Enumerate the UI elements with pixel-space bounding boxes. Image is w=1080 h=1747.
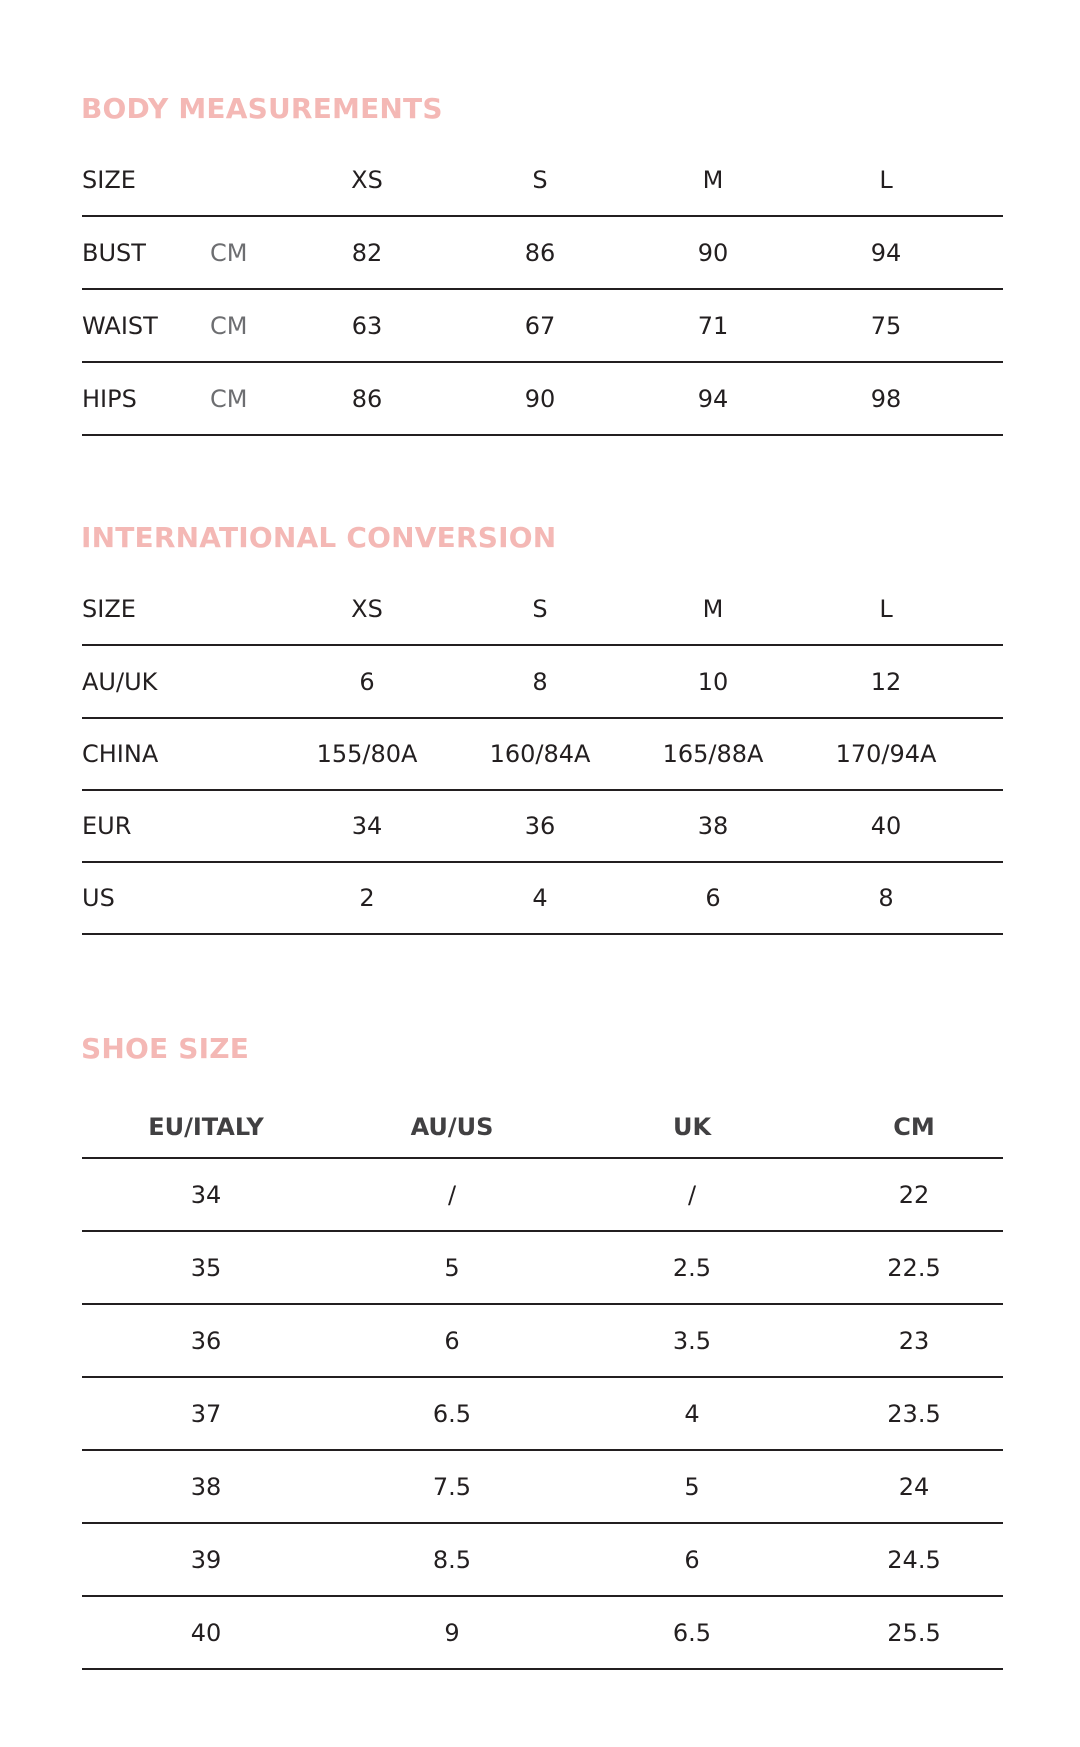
row-unit: CM	[210, 311, 248, 340]
table-cell: 8	[532, 667, 548, 696]
table-cell: 4	[684, 1399, 700, 1428]
header-m: M	[702, 166, 724, 194]
table-cell: 6.5	[432, 1399, 472, 1428]
table-cell: 10	[697, 667, 729, 696]
table-cell: 36	[524, 812, 556, 840]
table-header-row	[82, 145, 1003, 217]
row-label: CHINA	[82, 740, 159, 768]
table-cell: 34	[190, 1180, 222, 1209]
table-cell: 9	[444, 1618, 460, 1647]
table-row-hips	[82, 363, 1003, 436]
table-row	[82, 1378, 1003, 1451]
header-uk: UK	[672, 1113, 712, 1141]
table-cell: 63	[351, 311, 383, 340]
table-cell: 2.5	[672, 1253, 712, 1282]
header-l: L	[879, 595, 893, 623]
table-cell: 6	[444, 1326, 460, 1355]
table-cell: 24	[898, 1472, 930, 1501]
table-cell: 34	[351, 812, 383, 840]
table-cell: 25.5	[887, 1618, 941, 1647]
table-cell: 90	[524, 384, 556, 413]
table-cell: 86	[524, 238, 556, 267]
row-label: AU/UK	[82, 667, 158, 696]
international-conversion-title: INTERNATIONAL CONVERSION	[81, 521, 557, 554]
row-label: HIPS	[82, 384, 137, 413]
table-cell: 2	[359, 884, 375, 912]
table-cell: 8	[878, 884, 894, 912]
header-size: SIZE	[82, 595, 136, 623]
table-row	[82, 1305, 1003, 1378]
table-cell: 40	[870, 812, 902, 840]
table-cell: 22	[898, 1180, 930, 1209]
shoe-size-title: SHOE SIZE	[81, 1032, 250, 1065]
table-row	[82, 1597, 1003, 1670]
table-cell: 6.5	[672, 1618, 712, 1647]
header-au-us: AU/US	[410, 1113, 494, 1141]
table-header-row	[82, 1097, 1003, 1159]
table-row-au-uk	[82, 646, 1003, 719]
table-cell: 86	[351, 384, 383, 413]
header-size: SIZE	[82, 166, 136, 194]
international-conversion-table	[82, 574, 1003, 935]
table-cell: 23.5	[887, 1399, 941, 1428]
row-label: EUR	[82, 812, 132, 840]
row-label: WAIST	[82, 311, 158, 340]
body-measurements-table	[82, 145, 1003, 436]
table-header-row	[82, 574, 1003, 646]
table-cell: 155/80A	[316, 740, 418, 768]
row-label: BUST	[82, 238, 146, 267]
table-row-us	[82, 863, 1003, 935]
table-cell: 36	[190, 1326, 222, 1355]
table-cell: 7.5	[432, 1472, 472, 1501]
table-cell: 94	[870, 238, 902, 267]
table-cell: 170/94A	[835, 740, 937, 768]
table-cell: 8.5	[432, 1545, 472, 1574]
table-cell: 38	[190, 1472, 222, 1501]
header-cm: CM	[893, 1113, 935, 1141]
row-unit: CM	[210, 238, 248, 267]
table-row	[82, 1159, 1003, 1232]
header-s: S	[532, 166, 548, 194]
table-row-china	[82, 719, 1003, 791]
header-xs: XS	[351, 166, 383, 194]
table-cell: 22.5	[887, 1253, 941, 1282]
table-cell: 98	[870, 384, 902, 413]
table-cell: 90	[697, 238, 729, 267]
header-xs: XS	[351, 595, 383, 623]
table-cell: 23	[898, 1326, 930, 1355]
table-cell: 3.5	[672, 1326, 712, 1355]
header-l: L	[879, 166, 893, 194]
table-cell: 75	[870, 311, 902, 340]
table-cell: 5	[444, 1253, 460, 1282]
table-row	[82, 1524, 1003, 1597]
table-cell: 165/88A	[662, 740, 764, 768]
header-eu-italy: EU/ITALY	[148, 1113, 264, 1141]
table-row-bust	[82, 217, 1003, 290]
table-cell: 6	[359, 667, 375, 696]
table-cell: 71	[697, 311, 729, 340]
table-row	[82, 1232, 1003, 1305]
table-cell: 39	[190, 1545, 222, 1574]
table-cell: 94	[697, 384, 729, 413]
table-row	[82, 1451, 1003, 1524]
table-cell: 160/84A	[489, 740, 591, 768]
header-m: M	[702, 595, 724, 623]
body-measurements-title: BODY MEASUREMENTS	[81, 92, 443, 125]
table-cell: 38	[697, 812, 729, 840]
row-unit: CM	[210, 384, 248, 413]
table-cell: /	[447, 1180, 457, 1209]
table-cell: 24.5	[887, 1545, 941, 1574]
row-label: US	[82, 884, 115, 912]
header-s: S	[532, 595, 548, 623]
table-row-eur	[82, 791, 1003, 863]
table-cell: 6	[705, 884, 721, 912]
table-cell: 40	[190, 1618, 222, 1647]
table-cell: 37	[190, 1399, 222, 1428]
table-cell: 35	[190, 1253, 222, 1282]
table-cell: 12	[870, 667, 902, 696]
table-cell: 5	[684, 1472, 700, 1501]
table-cell: 67	[524, 311, 556, 340]
table-cell: 82	[351, 238, 383, 267]
table-row-waist	[82, 290, 1003, 363]
shoe-size-table	[82, 1097, 1003, 1670]
table-cell: 4	[532, 884, 548, 912]
table-cell: /	[687, 1180, 697, 1209]
table-cell: 6	[684, 1545, 700, 1574]
